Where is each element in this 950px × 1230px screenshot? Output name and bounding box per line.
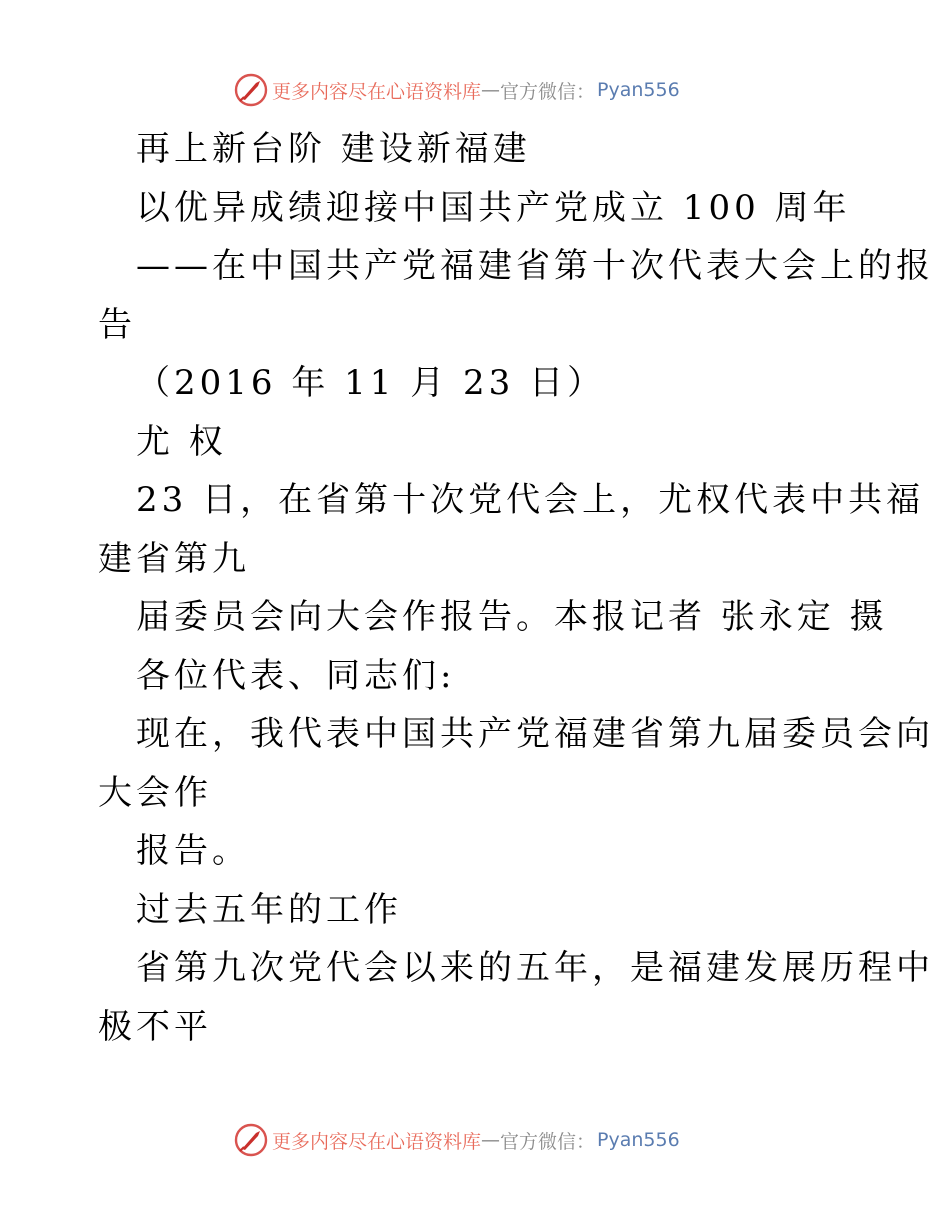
paragraph-line: 建省第九	[98, 538, 250, 579]
header-watermark	[234, 72, 680, 108]
document-subtitle: 以优异成绩迎接中国共产党成立 100 周年	[136, 187, 851, 228]
watermark-site-text: 更多内容尽在心语资料库	[272, 1130, 482, 1153]
paragraph-line: 各位代表、同志们:	[136, 655, 456, 696]
watermark-separator: —	[481, 79, 501, 101]
paragraph-line: 大会作	[98, 772, 212, 813]
quill-pen-logo-icon	[234, 73, 268, 107]
quill-pen-logo-icon	[234, 1123, 268, 1157]
watermark-wechat-label: 官方微信：	[500, 80, 596, 103]
paragraph-line: 极不平	[98, 1006, 212, 1047]
watermark-separator: —	[481, 1129, 501, 1151]
section-heading: 过去五年的工作	[136, 889, 402, 930]
watermark-wechat-id: Pyan556	[597, 1129, 680, 1151]
paragraph-line: 省第九次党代会以来的五年，是福建发展历程中	[136, 948, 934, 988]
document-author: 尤 权	[136, 421, 227, 462]
document-body	[98, 120, 934, 1056]
document-date: （2016 年 11 月 23 日）	[136, 363, 606, 403]
paragraph-line: 23 日，在省第十次党代会上，尤权代表中共福	[136, 480, 925, 520]
document-title: 再上新台阶 建设新福建	[136, 129, 531, 169]
document-subtitle-occasion: ——在中国共产党福建省第十次代表大会上的报	[136, 246, 934, 286]
footer-watermark	[234, 1122, 680, 1158]
paragraph-line: 届委员会向大会作报告。本报记者 张永定 摄	[136, 597, 888, 637]
paragraph-line: 报告。	[136, 831, 250, 871]
watermark-wechat-id: Pyan556	[597, 79, 680, 101]
watermark-wechat-label: 官方微信：	[500, 1130, 596, 1153]
watermark-site-text: 更多内容尽在心语资料库	[272, 80, 482, 103]
paragraph-line: 现在，我代表中国共产党福建省第九届委员会向	[136, 714, 934, 754]
document-subtitle-occasion-cont: 告	[98, 304, 136, 345]
